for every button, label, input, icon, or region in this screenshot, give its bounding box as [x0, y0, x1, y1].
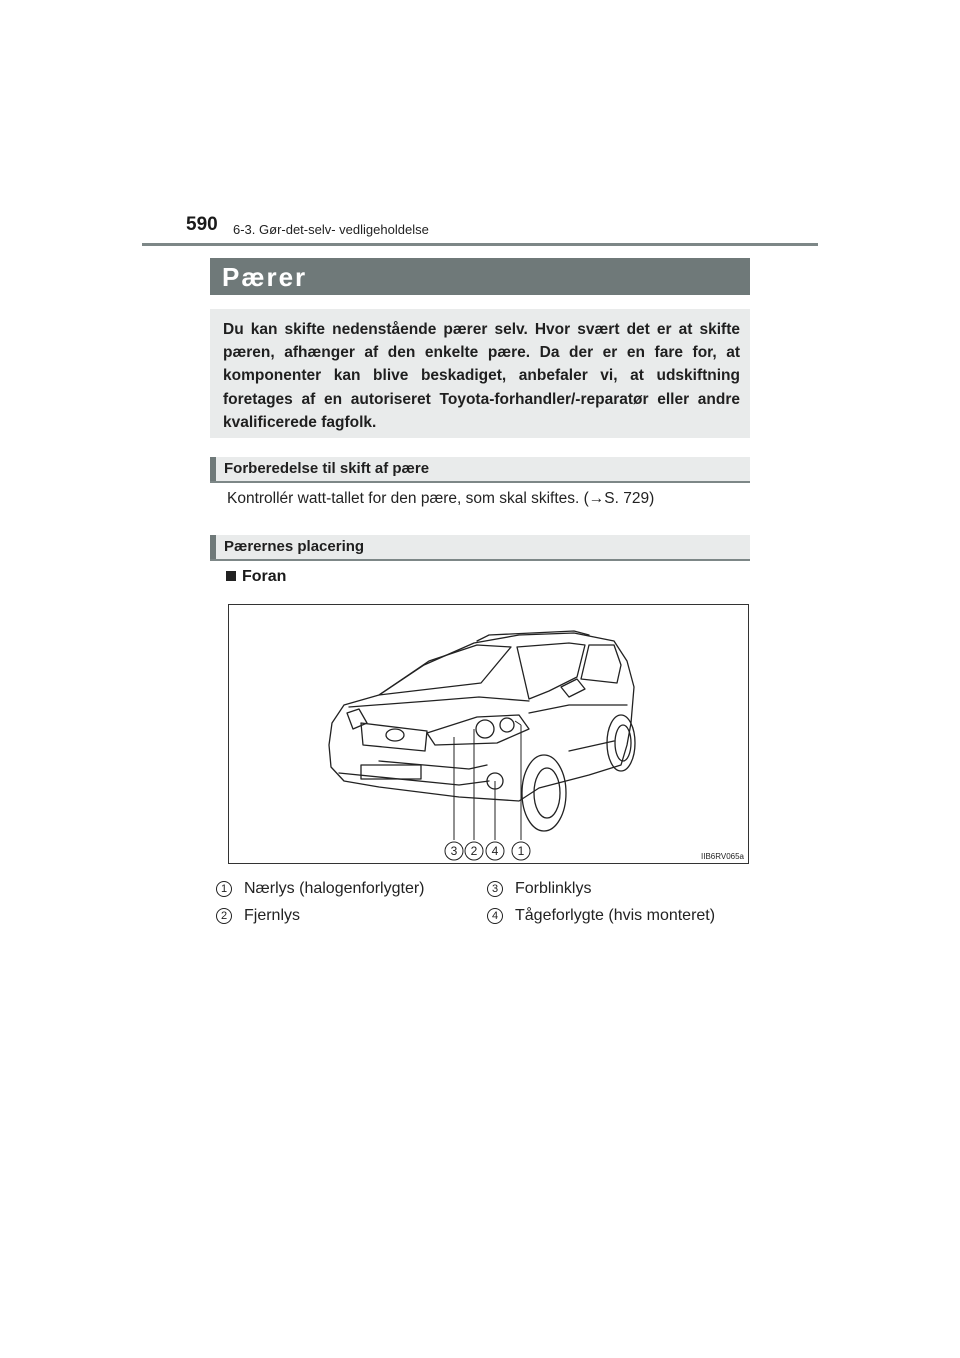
- placement-heading-bar: [210, 535, 750, 561]
- prep-heading-bar: [210, 457, 750, 483]
- legend-number: 1: [216, 881, 232, 897]
- front-subheading: [226, 568, 286, 586]
- legend-item: [216, 880, 425, 898]
- side-mirror: [561, 679, 585, 697]
- legend-label: Forblinklys: [515, 880, 592, 897]
- legend-number: 4: [487, 908, 503, 924]
- page-number: 590: [186, 214, 218, 235]
- callout-label: 3: [450, 844, 458, 858]
- prep-heading: Forberedelse til skift af pære: [224, 460, 430, 477]
- upper-grille: [361, 723, 427, 751]
- rear-side-window: [581, 645, 621, 683]
- right-headlight: [427, 715, 529, 745]
- callout-label: 1: [517, 844, 525, 858]
- headlight-lens-1: [476, 720, 494, 738]
- figure-code: IIB6RV065a: [701, 852, 744, 861]
- intro-text: Du kan skifte nedenstående pærer selv. Hvor svært det er at skifte pæren, afhænger af den enkelte pære. Da der er en fare for, at komponenter kan blive beskadiget, anbefaler vi, at udskiftning foretages af en autoriseret Toyota-forhandler/-reparatør eller andre kvalificerede fagfolk.: [223, 321, 740, 431]
- left-headlight: [347, 709, 367, 729]
- legend-label: Tågeforlygte (hvis monteret): [515, 907, 716, 924]
- section-header: 6-3. Gør-det-selv- vedligeholdelse: [233, 222, 429, 237]
- car-figure: [228, 604, 749, 864]
- title-bar: [210, 258, 750, 295]
- legend-item: [487, 880, 591, 898]
- intro-box: [210, 309, 750, 438]
- placement-heading: Pærernes placering: [224, 538, 365, 555]
- front-side-window: [517, 643, 585, 699]
- prep-text: Kontrollér watt-tallet for den pære, som skal skiftes. (→S. 729): [227, 490, 655, 507]
- license-plate: [361, 765, 421, 779]
- legend-number: 2: [216, 908, 232, 924]
- legend-label: Nærlys (halogenforlygter): [244, 880, 425, 897]
- front-rim: [534, 768, 560, 818]
- page-title: Pærer: [222, 262, 308, 292]
- callout-label: 2: [470, 844, 478, 858]
- callout-label: 4: [491, 844, 499, 858]
- header-rule: [142, 243, 818, 246]
- car-illustration: [229, 605, 750, 865]
- rear-rim: [615, 725, 631, 761]
- toyota-emblem: [386, 729, 404, 741]
- square-bullet-icon: [226, 571, 236, 581]
- windshield: [379, 645, 511, 695]
- headlight-lens-2: [500, 718, 514, 732]
- legend-number: 3: [487, 881, 503, 897]
- legend-item: [487, 907, 715, 925]
- side-character-line: [529, 705, 627, 713]
- hood-line: [349, 697, 529, 707]
- callout-line-1a: [515, 721, 521, 725]
- front-label: Foran: [242, 568, 287, 585]
- legend-label: Fjernlys: [244, 907, 301, 924]
- legend-item: [216, 907, 300, 925]
